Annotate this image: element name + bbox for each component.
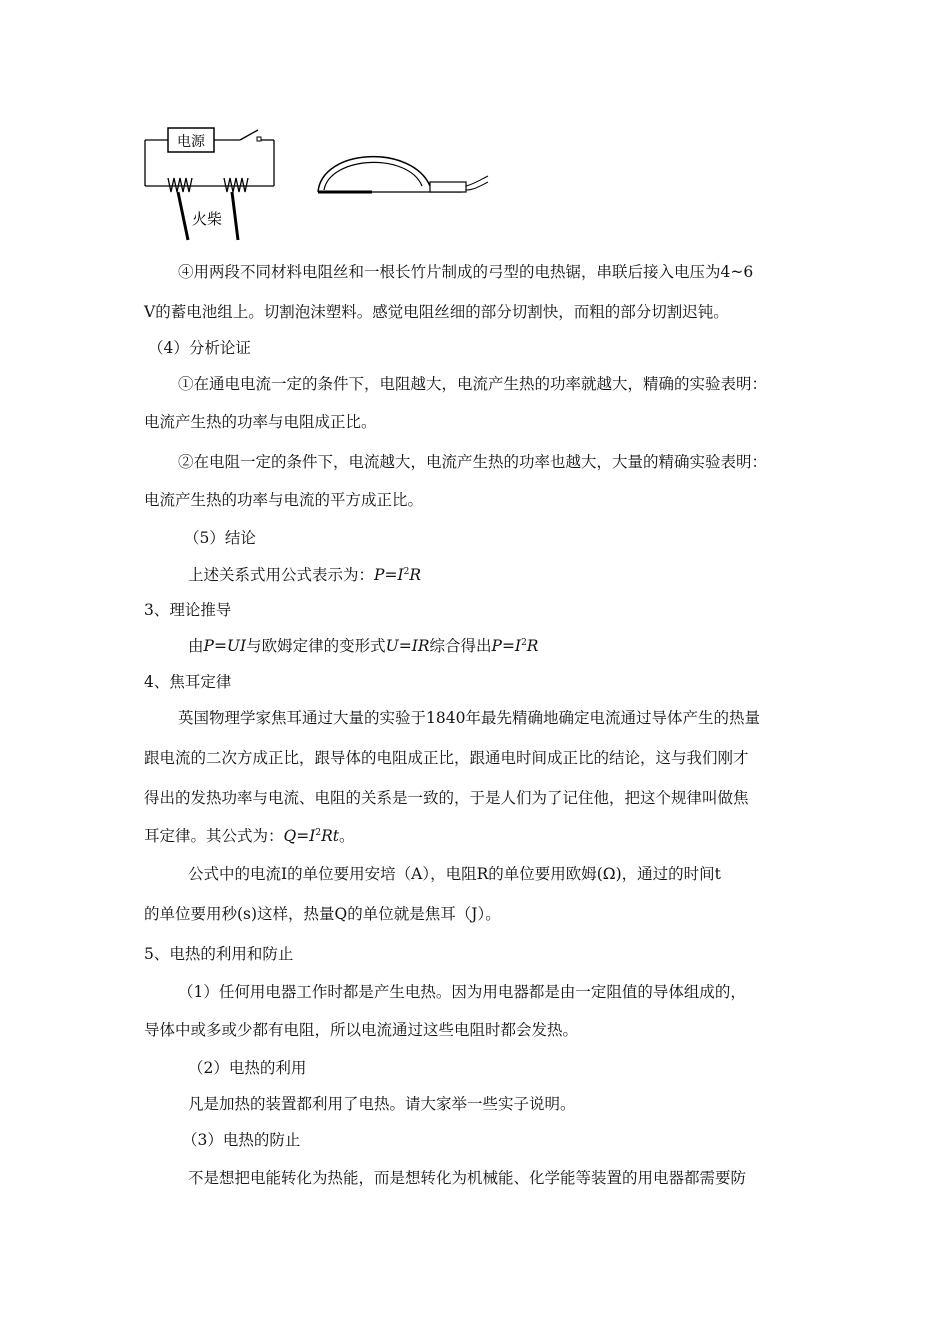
section-heading-derivation: 3、理论推导 xyxy=(144,601,232,619)
text-line-14: 跟电流的二次方成正比，跟导体的电阻成正比，跟通电时间成正比的结论，这与我们刚才 xyxy=(144,749,749,767)
formula-p: P xyxy=(374,566,385,584)
formula-r2: R xyxy=(526,637,539,655)
text-line-21: 导体中或多或少都有电阻，所以电流通过这些电阻时都会发热。 xyxy=(144,1021,579,1039)
formula-q-eq: =I xyxy=(296,827,316,845)
text-line-11 xyxy=(188,636,538,656)
section-heading-analysis: （4）分析论证 xyxy=(148,339,251,357)
switch-lever xyxy=(240,130,258,140)
handle xyxy=(430,182,466,192)
formula-eq-i2: =I xyxy=(501,637,522,655)
text-line-7: 电流产生热的功率与电流的平方成正比。 xyxy=(144,491,424,509)
text-combine: 综合得出 xyxy=(429,637,492,655)
formula-r: R xyxy=(409,566,421,584)
match-stick-left xyxy=(178,192,188,240)
formula-p-ui: P=UI xyxy=(203,637,247,655)
text-line-23: 凡是加热的装置都利用了电热。请大家举一些实子说明。 xyxy=(188,1095,576,1113)
text-line-20: （1）任何用电器工作时都是产生电热。因为用电器都是由一定阻值的导体组成的， xyxy=(178,983,746,1001)
section-heading-joule-law: 4、焦耳定律 xyxy=(144,673,232,691)
subheading-prevention: （3）电热的防止 xyxy=(182,1131,301,1149)
text-line-25: 不是想把电能转化为热能，而是想转化为机械能、化学能等装置的用电器都需要防 xyxy=(188,1169,747,1187)
formula-p2: P xyxy=(491,637,502,655)
formula-eq-i: =I xyxy=(384,566,404,584)
text-line-4: ①在通电电流一定的条件下，电阻越大，电流产生热的功率就越大，精确的实验表明： xyxy=(178,375,768,393)
section-heading-utilization: 5、电热的利用和防止 xyxy=(144,945,294,963)
formula-u-ir: U=IR xyxy=(385,637,430,655)
formula-q-rt: Rt xyxy=(321,827,339,845)
text-line-18: 的单位要用秒(s)这样，热量Q的单位就是焦耳（J）。 xyxy=(144,905,501,923)
formula-intro: 上述关系式用公式表示为： xyxy=(188,566,375,584)
formula-sup: 2 xyxy=(403,566,410,577)
electric-saw-diagram xyxy=(312,146,492,196)
formula-q-end: 。 xyxy=(339,827,355,845)
formula-intro-q: 耳定律。其公式为： xyxy=(144,827,284,845)
text-line-17: 公式中的电流I的单位要用安培（A），电阻R的单位要用欧姆(Ω)，通过的时间t xyxy=(188,865,721,883)
text-you: 由 xyxy=(188,637,204,655)
circuit-diagram xyxy=(140,122,290,242)
power-label: 电源 xyxy=(177,134,205,150)
match-stick-right xyxy=(232,192,238,240)
text-line-16 xyxy=(144,826,355,846)
resistance-coil-left xyxy=(168,178,192,192)
subheading-utilization: （2）电热的利用 xyxy=(188,1059,307,1077)
formula-sup2: 2 xyxy=(521,637,527,648)
text-line-6: ②在电阻一定的条件下，电流越大，电流产生热的功率也越大，大量的精确实验表明： xyxy=(178,453,768,471)
text-line-15: 得出的发热功率与电流、电阻的关系是一致的，于是人们为了记住他，把这个规律叫做焦 xyxy=(144,789,749,807)
text-ohm: 与欧姆定律的变形式 xyxy=(246,637,386,655)
bamboo-arc-inner xyxy=(324,162,422,190)
resistance-coil-right xyxy=(224,178,248,192)
text-line-1: ④用两段不同材料电阻丝和一根长竹片制成的弓型的电热锯，串联后接入电压为4~6 xyxy=(178,263,754,281)
match-label: 火柴 xyxy=(192,210,223,228)
formula-q-sup: 2 xyxy=(315,827,322,838)
section-heading-conclusion: （5）结论 xyxy=(184,529,256,547)
text-line-5: 电流产生热的功率与电阻成正比。 xyxy=(144,413,377,431)
formula-q: Q xyxy=(283,827,297,845)
text-line-13: 英国物理学家焦耳通过大量的实验于1840年最先精确地确定电流通过导体产生的热量 xyxy=(178,709,760,727)
text-line-2: V的蓄电池组上。切割泡沫塑料。感觉电阻丝细的部分切割快，而粗的部分切割迟钝。 xyxy=(144,303,729,321)
text-line-9 xyxy=(188,565,421,585)
